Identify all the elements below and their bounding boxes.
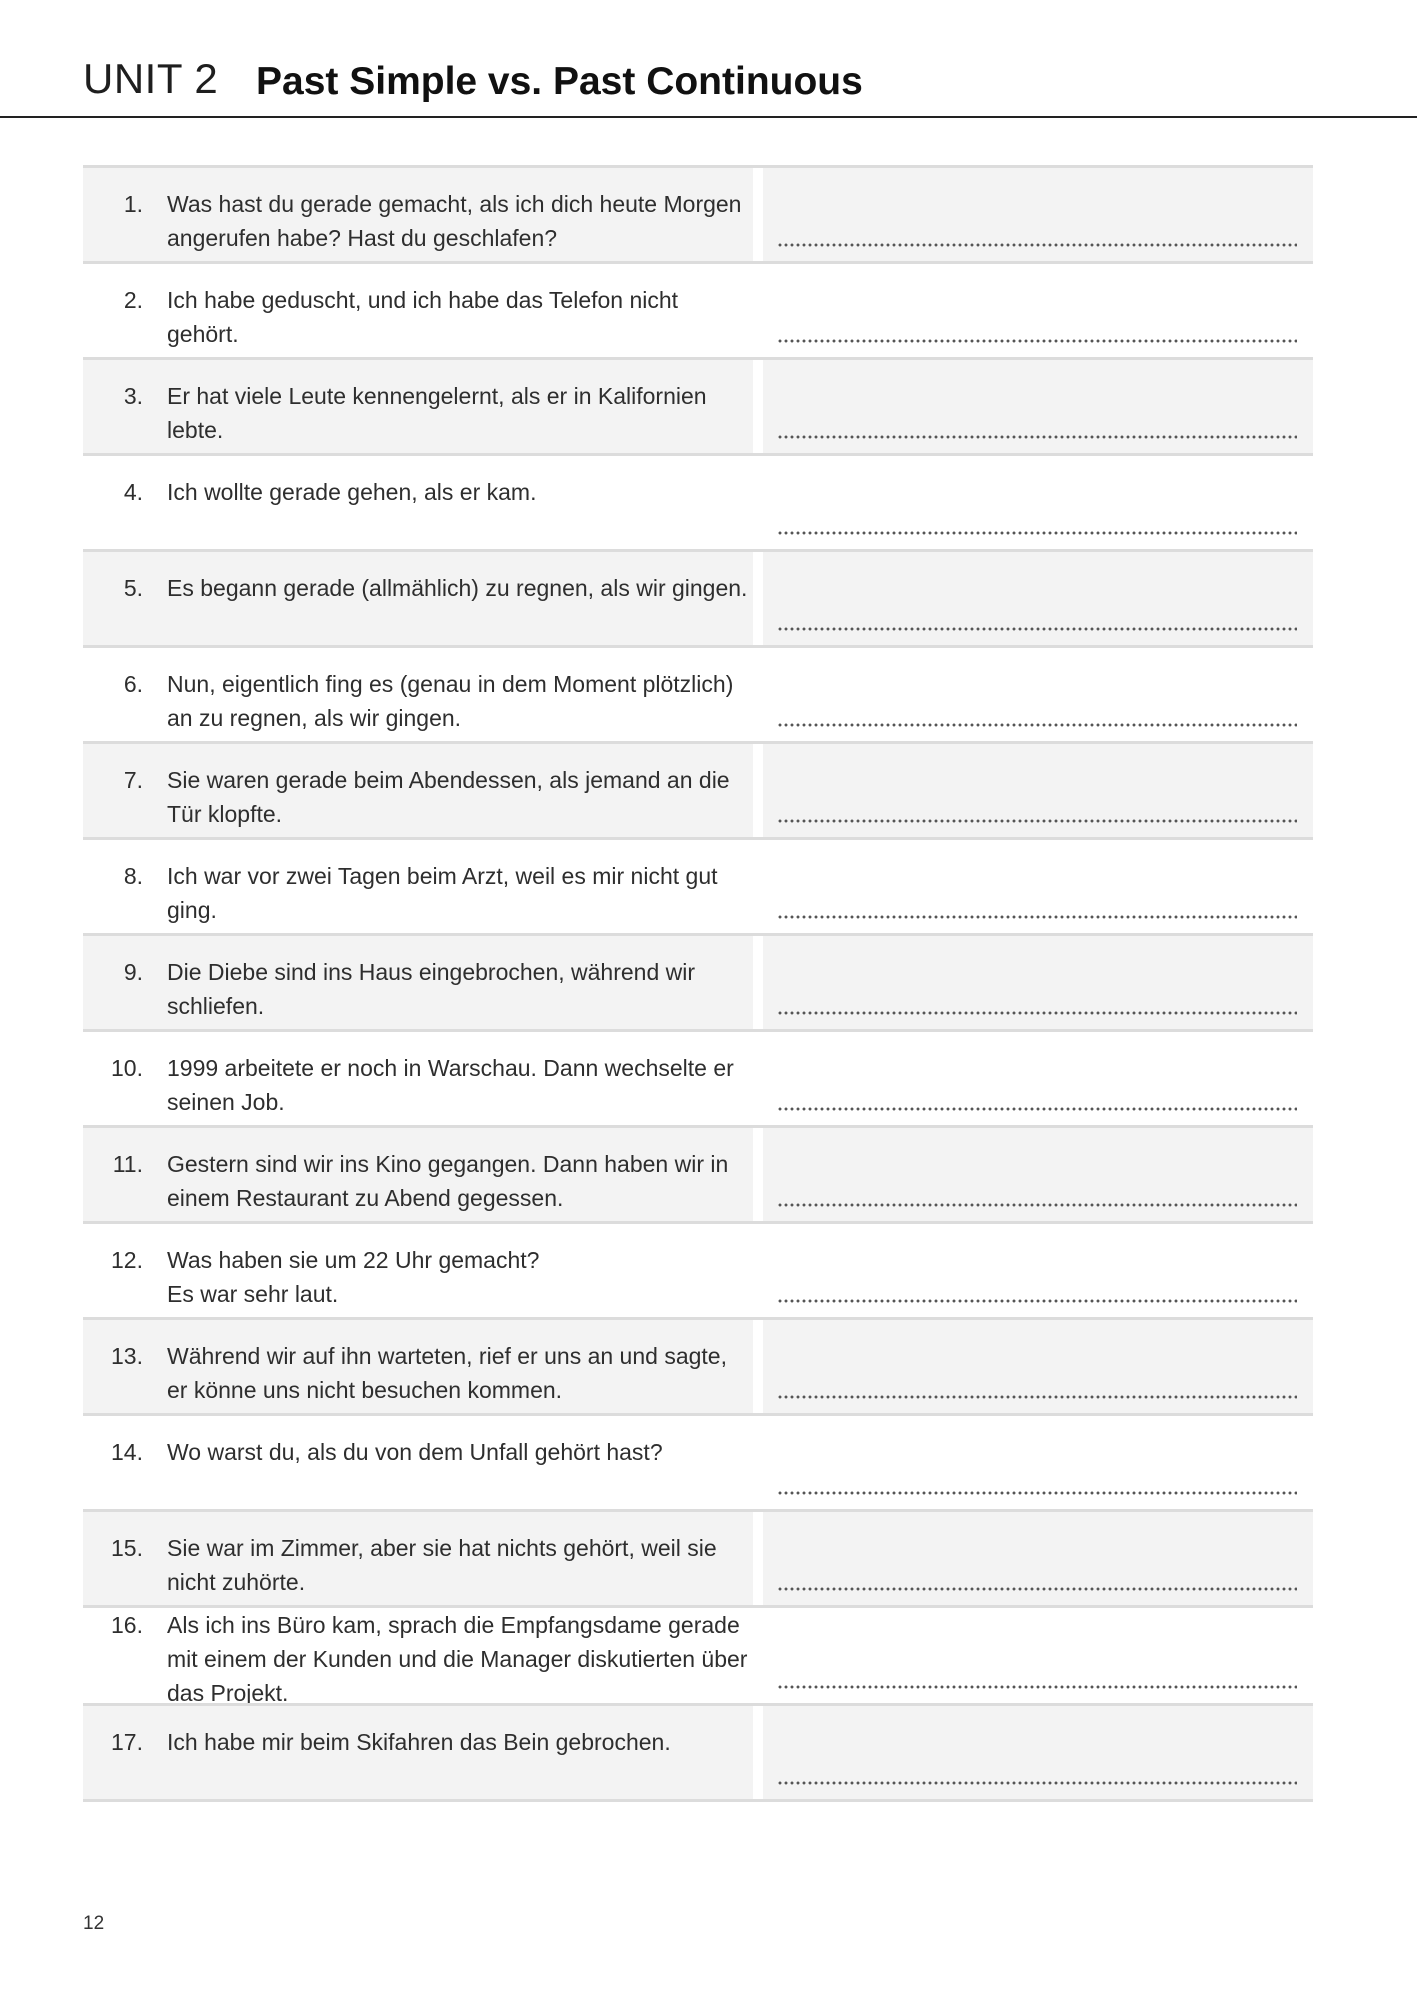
sentence-cell bbox=[83, 744, 753, 837]
item-number: 13. bbox=[111, 1343, 143, 1369]
unit-label: UNIT 2 bbox=[83, 55, 219, 102]
item-number: 8. bbox=[123, 863, 143, 889]
answer-field[interactable] bbox=[763, 1128, 1313, 1221]
exercise-row bbox=[83, 261, 1313, 357]
column-gap bbox=[753, 1032, 763, 1125]
item-sentence: Er hat viele Leute kennengelernt, als er in Kalifornien lebte. bbox=[167, 383, 707, 443]
item-number: 1. bbox=[123, 191, 143, 217]
sentence-cell bbox=[83, 1032, 753, 1125]
column-gap bbox=[753, 360, 763, 453]
sentence-cell bbox=[83, 840, 753, 933]
exercise-row bbox=[83, 165, 1313, 261]
sentence-cell bbox=[83, 264, 753, 357]
dotted-answer-line bbox=[777, 531, 1297, 535]
exercise-row bbox=[83, 549, 1313, 645]
dotted-answer-line bbox=[777, 1781, 1297, 1785]
item-sentence: Ich wollte gerade gehen, als er kam. bbox=[167, 479, 537, 505]
item-number: 17. bbox=[111, 1729, 143, 1755]
item-number: 11. bbox=[112, 1151, 143, 1177]
sentence-cell bbox=[83, 936, 753, 1029]
answer-field[interactable] bbox=[763, 264, 1313, 357]
answer-field[interactable] bbox=[763, 1320, 1313, 1413]
item-sentence: Als ich ins Büro kam, sprach die Empfangsdame gerade mit einem der Kunden und die Manager diskutierten über das Projekt. bbox=[167, 1612, 748, 1706]
column-gap bbox=[753, 936, 763, 1029]
dotted-answer-line bbox=[777, 915, 1297, 919]
item-sentence: Es begann gerade (allmählich) zu regnen, als wir gingen. bbox=[167, 575, 748, 601]
item-number: 2. bbox=[123, 287, 143, 313]
column-gap bbox=[753, 1706, 763, 1799]
dotted-answer-line bbox=[777, 1299, 1297, 1303]
dotted-answer-line bbox=[777, 243, 1297, 247]
item-sentence: Ich habe geduscht, und ich habe das Telefon nicht gehört. bbox=[167, 287, 679, 347]
answer-field[interactable] bbox=[763, 456, 1313, 549]
answer-field[interactable] bbox=[763, 360, 1313, 453]
answer-field[interactable] bbox=[763, 552, 1313, 645]
column-gap bbox=[753, 648, 763, 741]
column-gap bbox=[753, 1128, 763, 1221]
item-number: 16. bbox=[111, 1612, 143, 1638]
dotted-answer-line bbox=[777, 723, 1297, 727]
item-sentence: Nun, eigentlich fing es (genau in dem Moment plötzlich) an zu regnen, als wir gingen. bbox=[167, 671, 734, 731]
exercise-row bbox=[83, 1509, 1313, 1605]
item-sentence: Was hast du gerade gemacht, als ich dich heute Morgen angerufen habe? Hast du geschlafen? bbox=[167, 191, 742, 251]
item-sentence: Gestern sind wir ins Kino gegangen. Dann haben wir in einem Restaurant zu Abend gegessen. bbox=[167, 1151, 729, 1211]
dotted-answer-line bbox=[777, 1011, 1297, 1015]
sentence-cell bbox=[83, 648, 753, 741]
item-sentence: Wo warst du, als du von dem Unfall gehört hast? bbox=[167, 1439, 663, 1465]
page-header bbox=[0, 0, 1417, 118]
item-number: 15. bbox=[111, 1535, 143, 1561]
sentence-cell bbox=[83, 1224, 753, 1317]
column-gap bbox=[753, 1224, 763, 1317]
answer-field[interactable] bbox=[763, 1608, 1313, 1703]
sentence-cell bbox=[83, 456, 753, 549]
item-sentence: Was haben sie um 22 Uhr gemacht? Es war sehr laut. bbox=[167, 1247, 540, 1307]
dotted-answer-line bbox=[777, 339, 1297, 343]
exercise-row bbox=[83, 357, 1313, 453]
dotted-answer-line bbox=[777, 1107, 1297, 1111]
sentence-cell bbox=[83, 1416, 753, 1509]
dotted-answer-line bbox=[777, 627, 1297, 631]
answer-field[interactable] bbox=[763, 1416, 1313, 1509]
exercise-row bbox=[83, 837, 1313, 933]
exercise-row bbox=[83, 933, 1313, 1029]
item-number: 5. bbox=[123, 575, 143, 601]
answer-field[interactable] bbox=[763, 1512, 1313, 1605]
item-sentence: Während wir auf ihn warteten, rief er uns an und sagte, er könne uns nicht besuchen kommen. bbox=[167, 1343, 727, 1403]
answer-field[interactable] bbox=[763, 1032, 1313, 1125]
exercise-row bbox=[83, 1413, 1313, 1509]
item-number: 10. bbox=[111, 1055, 143, 1081]
column-gap bbox=[753, 1608, 763, 1703]
exercise-row bbox=[83, 1703, 1313, 1802]
column-gap bbox=[753, 456, 763, 549]
item-number: 6. bbox=[123, 671, 143, 697]
dotted-answer-line bbox=[777, 1203, 1297, 1207]
answer-field[interactable] bbox=[763, 648, 1313, 741]
sentence-cell bbox=[83, 360, 753, 453]
sentence-cell bbox=[83, 552, 753, 645]
column-gap bbox=[753, 1512, 763, 1605]
exercise-row bbox=[83, 1029, 1313, 1125]
exercise-row bbox=[83, 741, 1313, 837]
sentence-cell bbox=[83, 1320, 753, 1413]
page-number: 12 bbox=[83, 1913, 105, 1934]
column-gap bbox=[753, 1320, 763, 1413]
item-number: 3. bbox=[123, 383, 143, 409]
item-number: 14. bbox=[111, 1439, 143, 1465]
exercise-row bbox=[83, 1317, 1313, 1413]
exercise-row bbox=[83, 645, 1313, 741]
item-sentence: Sie waren gerade beim Abendessen, als jemand an die Tür klopfte. bbox=[167, 767, 730, 827]
item-sentence: Die Diebe sind ins Haus eingebrochen, während wir schliefen. bbox=[167, 959, 696, 1019]
dotted-answer-line bbox=[777, 1491, 1297, 1495]
exercise-row bbox=[83, 1605, 1313, 1706]
answer-field[interactable] bbox=[763, 840, 1313, 933]
column-gap bbox=[753, 264, 763, 357]
column-gap bbox=[753, 1416, 763, 1509]
exercise-table bbox=[83, 165, 1313, 1802]
column-gap bbox=[753, 552, 763, 645]
exercise-row bbox=[83, 453, 1313, 549]
item-sentence: Sie war im Zimmer, aber sie hat nichts gehört, weil sie nicht zuhörte. bbox=[167, 1535, 717, 1595]
answer-field[interactable] bbox=[763, 744, 1313, 837]
column-gap bbox=[753, 840, 763, 933]
sentence-cell bbox=[83, 168, 753, 261]
column-gap bbox=[753, 168, 763, 261]
dotted-answer-line bbox=[777, 1587, 1297, 1591]
item-sentence: 1999 arbeitete er noch in Warschau. Dann wechselte er seinen Job. bbox=[167, 1055, 734, 1115]
answer-field[interactable] bbox=[763, 168, 1313, 261]
sentence-cell bbox=[83, 1608, 753, 1706]
sentence-cell bbox=[83, 1128, 753, 1221]
column-gap bbox=[753, 744, 763, 837]
answer-field[interactable] bbox=[763, 1224, 1313, 1317]
dotted-answer-line bbox=[777, 1685, 1297, 1689]
item-sentence: Ich habe mir beim Skifahren das Bein gebrochen. bbox=[167, 1729, 671, 1755]
sentence-cell bbox=[83, 1512, 753, 1605]
dotted-answer-line bbox=[777, 435, 1297, 439]
dotted-answer-line bbox=[777, 819, 1297, 823]
item-number: 7. bbox=[123, 767, 143, 793]
exercise-row bbox=[83, 1221, 1313, 1317]
answer-field[interactable] bbox=[763, 1706, 1313, 1799]
exercise-row bbox=[83, 1125, 1313, 1221]
item-number: 4. bbox=[123, 479, 143, 505]
dotted-answer-line bbox=[777, 1395, 1297, 1399]
sentence-cell bbox=[83, 1706, 753, 1799]
item-sentence: Ich war vor zwei Tagen beim Arzt, weil es mir nicht gut ging. bbox=[167, 863, 718, 923]
item-number: 12. bbox=[111, 1247, 143, 1273]
item-number: 9. bbox=[123, 959, 143, 985]
answer-field[interactable] bbox=[763, 936, 1313, 1029]
unit-title: Past Simple vs. Past Continuous bbox=[256, 60, 863, 103]
